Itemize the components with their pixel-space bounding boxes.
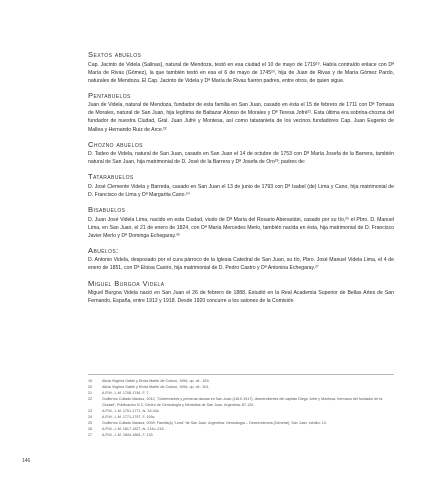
section-paragraph: Juan de Videla, natural de Mendoza, fundador de esta familia en San Juan, casado en ésta el 15 de febrero de 1711 con Dª Tomasa de Morales, natural de San Juan, hija legítima de Baltazar Alonso de Morales y Dª Teresa Jofré²¹. Esta última era sobrina-chozna del fundador de nuestra Ciudad, Gral. Juan Jufré y Montesa, así como tataranieta de los vecinos fundadores Cap. Juan Eugenio de Mallea y Hernando Ruiz de Arce.²² (88, 102, 394, 133)
footnote-text: Guillermo Collado Madcur, 2012, "Gobernantes y primeras damas en San Juan (1810-1917), descendientes del capitán Diego Jufré y Montesa, hermano del fundador de la Ciudad", Publicación N 3, Centro de Genealogía y Heráldica de San Juan, Argentina: 87-120. (102, 397, 383, 407)
section-heading: Abuelos: (88, 245, 119, 255)
footnote-text: A.P.M., L.M. 1771-1797, F. 193v. (102, 415, 156, 419)
section-paragraph: D. José Clemente Videla y Barreda, casado en San Juan el 13 de junio de 1793 con Dª Isabel (de) Lima y Cano, hija matrimonial de D. Francisco de Lima y Dª Margarita Cano.²⁴ (88, 183, 394, 198)
section-miguel-burgoa-videla (88, 279, 394, 306)
footnote-text: A.P.M., L.M. 1751-1771, fs. 34-34v. (102, 409, 160, 413)
page-number: 146 (22, 458, 31, 464)
section-heading: Bisabuelos (88, 205, 126, 215)
section-paragraph: Miguel Burgoa Videla nació en San Juan el 26 de febrero de 1888. Estudió en la Real Academia Superior de Bellas Artes de San Fernando, España, entre 1912 y 1918. Desde 1920 concurre a los salones de la Comisión (88, 290, 394, 305)
section-bisabuelos (88, 205, 394, 240)
section-heading: Sextos abuelos (88, 50, 142, 59)
section-paragraph: D. Tadeo de Videla, natural de San Juan, casado en San Juan el 14 de octubre de 1753 con Dª María Josefa de la Barrera, también natural de San Juan, hija matrimonial de D. José de la Barrera y Dª Josefa de Oro²³; padres de: (88, 151, 394, 166)
section-paragraph: D. Juan José Videla Lima, nacido en esta Ciudad, viudo de Dª María del Rosario Aberastáin, casado por su tío,²⁵ el Pbro. D. Manuel Lima, en San Juan, el 21 de enero de 1824, con Dª María Mercedes Merlo, también nacida en ésta, hija matrimonial de D. Francisco Javier Merlo y Dª Dominga Echegaray.²⁶ (88, 216, 394, 239)
footnote-text: Alicia Virginia Gabbi y Elvira Martin de Codoni, 1996, op. cit.: 301. (102, 385, 210, 389)
section-tatarabuelos (88, 172, 394, 199)
footnote-number: 22 (88, 397, 93, 401)
footnote (88, 396, 394, 408)
section-chozno-abuelos (88, 140, 394, 167)
section-heading: Chozno abuelos (88, 139, 143, 149)
footnote-number: 21 (88, 391, 93, 395)
footnote-text: A.P.M., L.M. 1708-1746, F. 7. (102, 391, 150, 395)
section-paragraph: D. Antonio Videla, desposado por el cura párroco de la Iglesia Catedral de San Juan, su tío, Pbro. José Manuel Videla Lima, el 4 de enero de 1851, con Dª Eloisa Castro, hija matrimonial de D. Pedro Castro y Dª Antonina Echegaray.²⁷ (88, 257, 394, 272)
footnote-number: 26 (88, 427, 93, 431)
footnote-number: 19 (88, 379, 93, 383)
footnote-text: Alicia Virginia Gabbi y Elvira Martin de Codoni, 1996, op. cit.: 169. (102, 379, 210, 383)
section-sextos-abuelos (88, 50, 394, 85)
footnote-number: 23 (88, 409, 93, 413)
footnote-text: A.P.M., L.M. 1817-1827, fs. 214v.-215. (102, 427, 165, 431)
section-pentabuelos (88, 91, 394, 134)
footnote-text: A.P.M., L.M. 1844-1864, F. 133. (102, 433, 154, 437)
section-abuelos (88, 246, 394, 273)
main-text (88, 50, 394, 311)
footnote-number: 20 (88, 385, 93, 389)
footnote-text: Guillermo Collado Madcur, 2009, Familia(s) "Lima" de San Juan, Argentina: Genealogía – Descendencia (General), San Juan, inédito: 14. (102, 421, 327, 425)
footnote (88, 432, 394, 438)
footnote-number: 24 (88, 415, 93, 419)
section-heading: Miguel Burgoa Videla (88, 278, 165, 288)
section-heading: Tatarabuelos (88, 172, 134, 182)
section-heading: Pentabuelos (88, 90, 131, 100)
footnote-number: 27 (88, 433, 93, 437)
section-paragraph: Cap. Jacinto de Videla (Salinas), natural de Mendoza, testó en esa ciudad el 10 de mayo de 1719¹⁹. Había contraído enlace con Dª María de Rivas (Gómez), la que también testó en esa el 6 de mayo de 1745²⁰, hija de Juan de Rivas y de María Gómez Pardo, naturales de Mendoza. El Cap. Jacinto de Videla y Dª María de Rivas fueron padres, entre otros, de quien sigue. (88, 61, 394, 84)
footnote-number: 25 (88, 421, 93, 425)
footnotes (88, 374, 394, 438)
